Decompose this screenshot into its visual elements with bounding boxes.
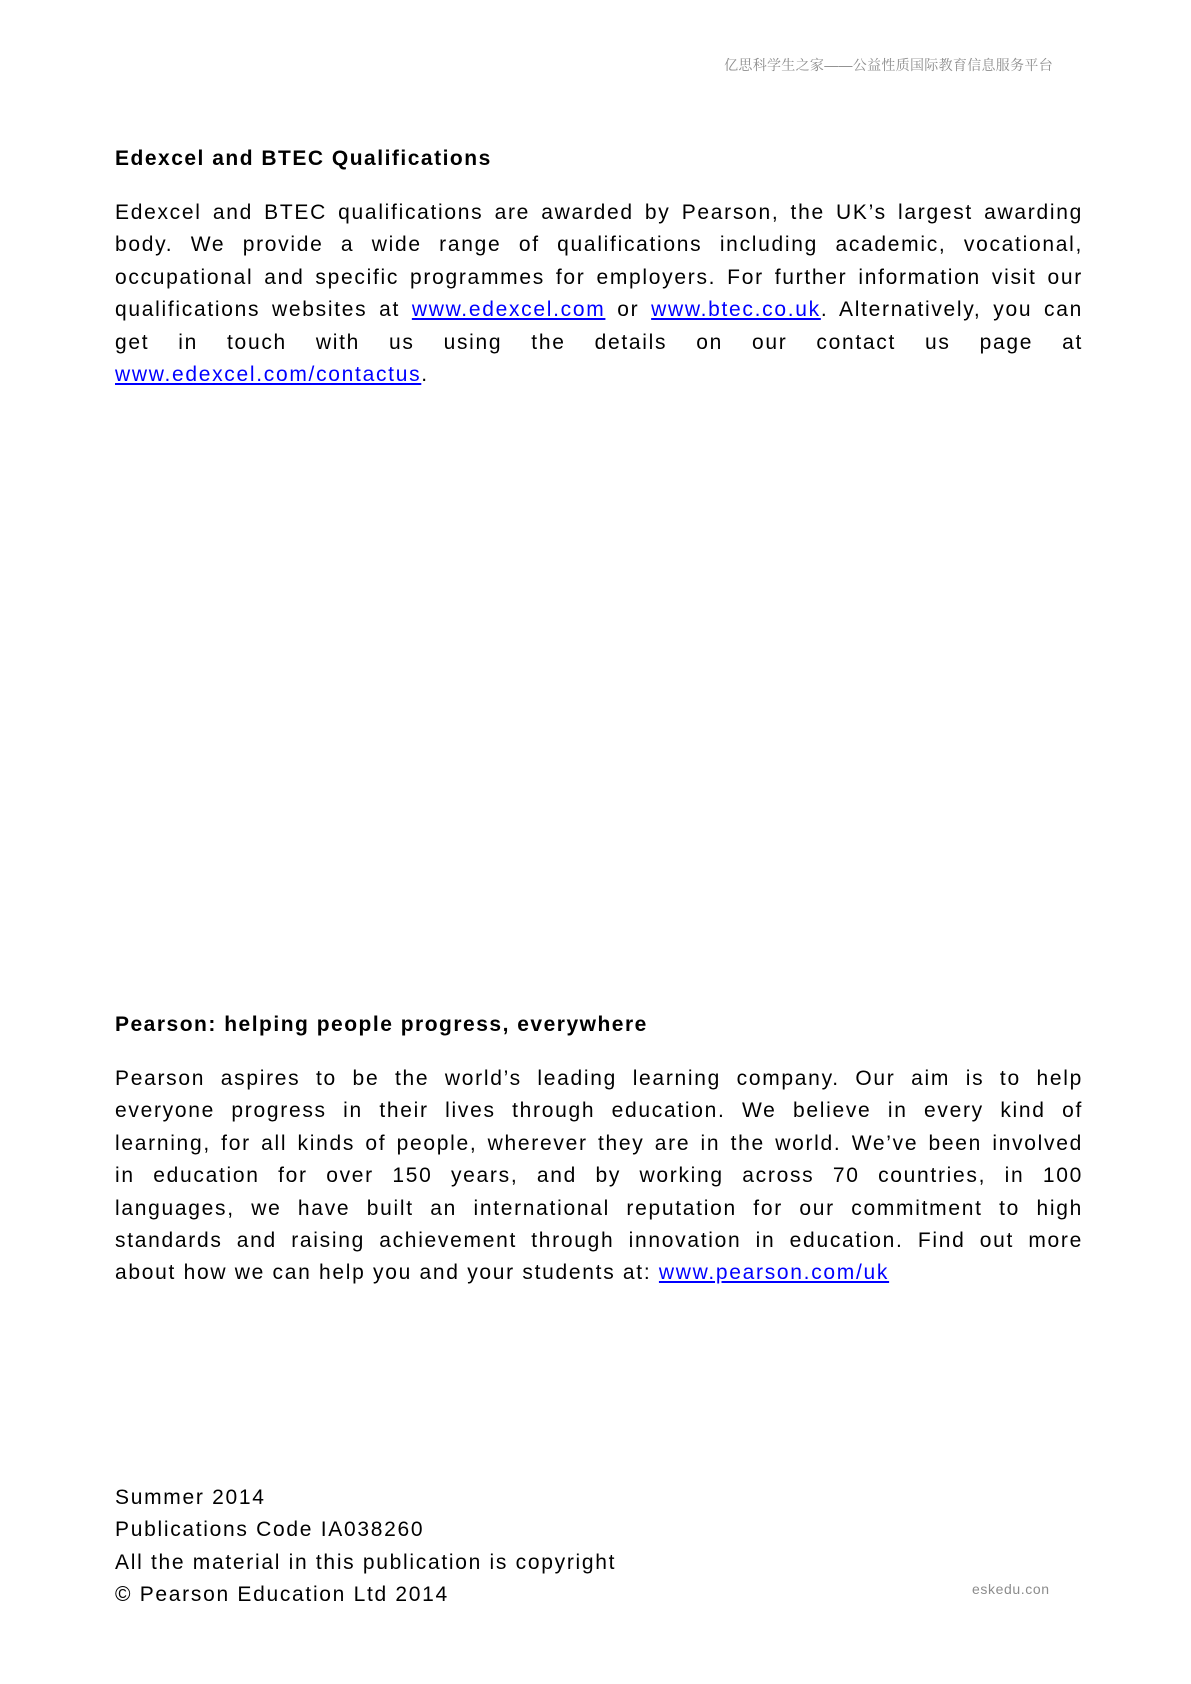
- copyright-notice: All the material in this publication is copyright: [115, 1550, 617, 1574]
- contact-us-link[interactable]: www.edexcel.com/contactus: [115, 362, 422, 386]
- pearson-heading: Pearson: helping people progress, everywhere: [115, 1013, 648, 1036]
- paragraph-line: [115, 1063, 1083, 1095]
- qualifications-section: [115, 145, 1083, 173]
- pearson-website-link[interactable]: www.pearson.com/uk: [658, 1261, 890, 1285]
- copyright-holder: © Pearson Education Ltd 2014: [115, 1583, 449, 1607]
- paragraph-line: [115, 1257, 1083, 1289]
- paragraph-line: [115, 1225, 1083, 1257]
- paragraph-text: get in touch with us using the details on our contact us page at: [115, 330, 1083, 354]
- paragraph-line: [115, 1095, 1083, 1127]
- paragraph-line: [115, 1160, 1083, 1192]
- paragraph-text: .: [421, 362, 429, 386]
- paragraph-text: languages, we have built an international reputation for our commitment to high: [115, 1196, 1083, 1220]
- paragraph-line: [115, 229, 1083, 261]
- publication-footer: [115, 1482, 1083, 1612]
- paragraph-line: [115, 327, 1083, 359]
- paragraph-line: [115, 197, 1083, 229]
- paragraph-text: standards and raising achievement through innovation in education. Find out more: [115, 1228, 1083, 1252]
- paragraph-text: in education for over 150 years, and by working across 70 countries, in 100: [115, 1164, 1083, 1188]
- header-watermark: 亿思科学生之家——公益性质国际教育信息服务平台: [724, 57, 1053, 73]
- paragraph-text: Pearson aspires to be the world’s leading learning company. Our aim is to help: [115, 1067, 1083, 1090]
- edexcel-website-link[interactable]: www.edexcel.com: [411, 298, 606, 322]
- paragraph-text: occupational and specific programmes for employers. For further information visit our: [115, 265, 1083, 289]
- paragraph-text: Edexcel and BTEC qualifications are awarded by Pearson, the UK’s largest awarding: [115, 201, 1083, 224]
- paragraph-line: [115, 294, 1083, 326]
- paragraph-text: . Alternatively, you can: [820, 298, 1083, 322]
- paragraph-text: or: [605, 298, 652, 322]
- paragraph-line: [115, 1193, 1083, 1225]
- paragraph-text: body. We provide a wide range of qualifications including academic, vocational,: [115, 233, 1083, 257]
- pearson-section: [115, 1011, 1083, 1039]
- qualifications-heading: Edexcel and BTEC Qualifications: [115, 147, 492, 170]
- paragraph-text: about how we can help you and your students at:: [115, 1261, 659, 1285]
- qualifications-paragraph: [115, 197, 1083, 391]
- publication-code: Publications Code IA038260: [115, 1518, 425, 1542]
- pearson-paragraph: [115, 1063, 1083, 1290]
- paragraph-text: everyone progress in their lives through education. We believe in every kind of: [115, 1099, 1083, 1123]
- paragraph-line: [115, 262, 1083, 294]
- paragraph-text: qualifications websites at: [115, 298, 412, 322]
- paragraph-line: [115, 1128, 1083, 1160]
- paragraph-line: [115, 359, 1083, 391]
- btec-website-link[interactable]: www.btec.co.uk: [651, 298, 821, 322]
- paragraph-text: learning, for all kinds of people, wherever they are in the world. We’ve been involved: [115, 1131, 1083, 1155]
- publication-date: Summer 2014: [115, 1486, 266, 1509]
- footer-watermark: eskedu.con: [972, 1581, 1050, 1597]
